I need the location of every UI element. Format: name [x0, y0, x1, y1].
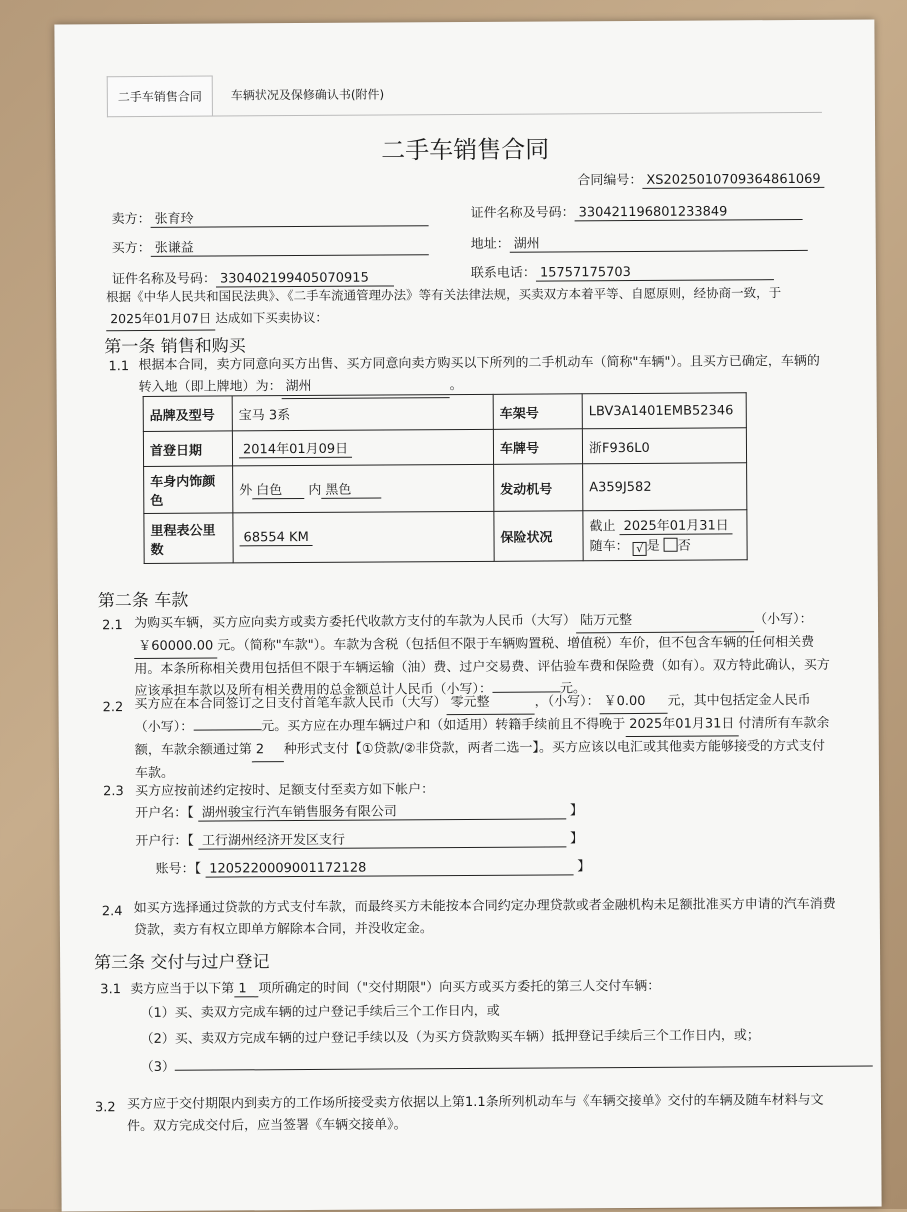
color-label: 车身内饰颜色 [144, 466, 233, 514]
deposit-amount [193, 729, 261, 730]
contract-no-value: XS20250107093648610​69 [642, 172, 824, 189]
contract-no: 合同编号： XS20250107093648610​69 [577, 168, 824, 190]
tab-vehicle-condition[interactable]: 车辆状况及保修确认书(附件) [230, 87, 385, 103]
page-title: 二手车销售合同 [381, 135, 550, 165]
color-cell: 外 白色 内 黑色 [233, 464, 494, 513]
clause-number: 2.3 [103, 784, 124, 800]
payment-deadline: 2025年01月31日 [625, 713, 738, 737]
contract-page [54, 20, 881, 1212]
insurance-no-checkbox[interactable] [664, 538, 678, 552]
reg-date-label: 首登日期 [143, 431, 232, 467]
delivery-option-3-blank [175, 1066, 873, 1071]
payment-method: 2 [252, 739, 284, 762]
preamble: 根据《中华人民共和国民法典》、《二手车流通管理办法》等有关法律法规，买卖双方本着平等、自愿原则，经协商一致，于2025年01月07日 达成如下买卖协议： [106, 282, 826, 331]
buyer-name: 张谦益 [151, 235, 429, 257]
delivery-item: 1 [234, 981, 258, 997]
mileage-cell [233, 511, 494, 563]
clause-2-4: 如买方选择通过贷款的方式支付车款，而最终买方未能按本合同约定办理贷款或者金融机构未足额批准买方申请的汽车消费贷款，卖方有权立即单方解除本合同，并没收定金。 [133, 896, 836, 939]
price-amount: ￥60000.00 [134, 636, 217, 660]
table-row [144, 463, 747, 514]
tab-divider [107, 112, 822, 117]
clause-number: 3.1 [100, 982, 122, 998]
vin-value: LBV3A1401EMB52346 [582, 393, 746, 429]
delivery-option-3: （3） [141, 1052, 873, 1075]
agreement-date: 2025年01月07日 [106, 308, 215, 332]
clause-number: 1.1 [108, 359, 130, 375]
insurance-label: 保险状况 [494, 511, 583, 562]
clause-2-2: 买方应在本合同签订之日支付首笔车款人民币（大写） 零元整 ，（小写）： ￥0.00 元，其中包括定金人民币（小写）： 元。买方应在办理车辆过户和（如适用）转籍手续前且不得晚于 2025年01月31日 付清所有车款余额，车款余额通过第 2 种形式支付【①贷款/②非贷款，两者二选一】。买方应该以电汇或其他卖方能够接受的方式支付车款。 [134, 690, 835, 785]
mileage-label: 里程表公里数 [144, 513, 233, 564]
vehicle-table [143, 392, 748, 564]
reg-date-value: 2014年01月09日 [239, 438, 352, 459]
plate-label: 车牌号 [493, 429, 582, 465]
clause-number: 2.4 [101, 904, 123, 920]
clause-number: 3.2 [94, 1100, 116, 1116]
clause-number: 2.1 [102, 618, 123, 634]
address-row: 地址： 湖州 [471, 231, 808, 253]
account-no-row: 账号：【 1205220009001172128 】 [155, 859, 591, 877]
clause-2-3: 买方应按前述约定按时、足额支付至卖方如下帐户： [135, 782, 435, 800]
table-row [144, 510, 747, 564]
section-2-title: 第二条 车款 [97, 590, 189, 612]
clause-1-1: 根据本合同，卖方同意向买方出售、买方同意向卖方购买以下所列的二手机动车（简称"车辆"）。且买方已确定，车辆的转入地（即上牌地）为： 湖州 。 [138, 351, 828, 400]
down-payment: ￥0.00 [599, 691, 667, 714]
buyer-id: 330402199405070915 [216, 270, 394, 287]
section-3-title: 第三条 交付与过户登记 [94, 952, 270, 974]
seller-row: 卖方： 张育玲 [112, 206, 429, 228]
table-row [143, 393, 746, 432]
brand-label: 品牌及型号 [143, 396, 232, 432]
engine-label: 发动机号 [494, 464, 583, 512]
mileage-value: 68554 KM [239, 529, 312, 545]
clause-number: 2.2 [102, 700, 124, 716]
section-1-title: 第一条 销售和购买 [104, 336, 246, 358]
insurance-cell: 截止 2025年01月31日 随车： √ 是 否 [583, 510, 747, 561]
table-row [143, 428, 746, 467]
reg-date-cell [232, 429, 493, 466]
brand-value: 宝马 3系 [232, 394, 493, 431]
down-payment-words: 零元整 [446, 692, 534, 716]
phone-row: 联系电话： 15757175703 [471, 260, 774, 282]
delivery-option-2: （2）买、卖双方完成车辆的过户登记手续以及（为买方贷款购买车辆）抵押登记手续后三个工作日内，或； [140, 1028, 760, 1048]
delivery-option-1: （1）买、卖双方完成车辆的过户登记手续后三个工作日内，或 [140, 1003, 500, 1022]
address: 湖州 [510, 231, 808, 253]
price-in-words: 陆万元整 [576, 609, 754, 633]
clause-3-1: 卖方应当于以下第 1 项所确定的时间（"交付期限"）向买方或买方委托的第三人交付车辆： [130, 978, 661, 998]
clause-3-2: 买方应于交付期限内到卖方的工作场所接受卖方依据以上第1.1条所列机动车与《车辆交接单》交付的车辆及随车材料与文件。双方完成交付后，应当签署《车辆交接单》。 [126, 1092, 824, 1135]
registration-place: 湖州 [282, 375, 450, 399]
plate-value: 浙F936L0 [582, 428, 746, 464]
exterior-color: 白色 [252, 479, 304, 499]
engine-value: A359J582 [583, 463, 747, 511]
seller-name: 张育玲 [151, 206, 429, 228]
account-number: 1205220009001172128 [205, 859, 573, 877]
insurance-yes-checkbox[interactable]: √ [633, 542, 647, 556]
tab-contract[interactable]: 二手车销售合同 [107, 76, 213, 118]
interior-color: 黑色 [321, 479, 381, 499]
buyer-id-row: 证件名称及号码： 330402199405070915 [112, 266, 394, 288]
account-name-row: 开户名：【 湖州骏宝行汽车销售服务有限公司 】 [135, 799, 583, 822]
insurance-end-date: 2025年01月31日 [620, 514, 733, 535]
vin-label: 车架号 [493, 394, 582, 430]
seller-id: 330421196801233849 [575, 204, 803, 221]
bank-name: 工行湖州经济开发区支行 [198, 827, 566, 849]
account-name: 湖州骏宝行汽车销售服务有限公司 [198, 799, 566, 821]
bank-row: 开户行：【 工行湖州经济开发区支行 】 [135, 827, 583, 850]
clause-2-1: 为购买车辆，买方应向卖方或卖方委托代收款方支付的车款为人民币（大写） 陆万元整 （小写）：￥60000.00 元。（简称"车款"）。车款为含税（包括但不限于车辆购置税、增值税）车价，但不包含车辆的任何相关费用。本条所称相关费用包括但不限于车辆运输（油）费、过户交易费、评估验车费和保险费（如有）。双方特此确认，买方应该承担车款以及所有相关费用的总金额总计人民币（小写）： 元。 [134, 609, 835, 703]
phone: 15757175703 [536, 264, 774, 281]
seller-id-row: 证件名称及号码： 330421196801233849 [470, 200, 802, 222]
buyer-row: 买方： 张谦益 [112, 235, 429, 257]
